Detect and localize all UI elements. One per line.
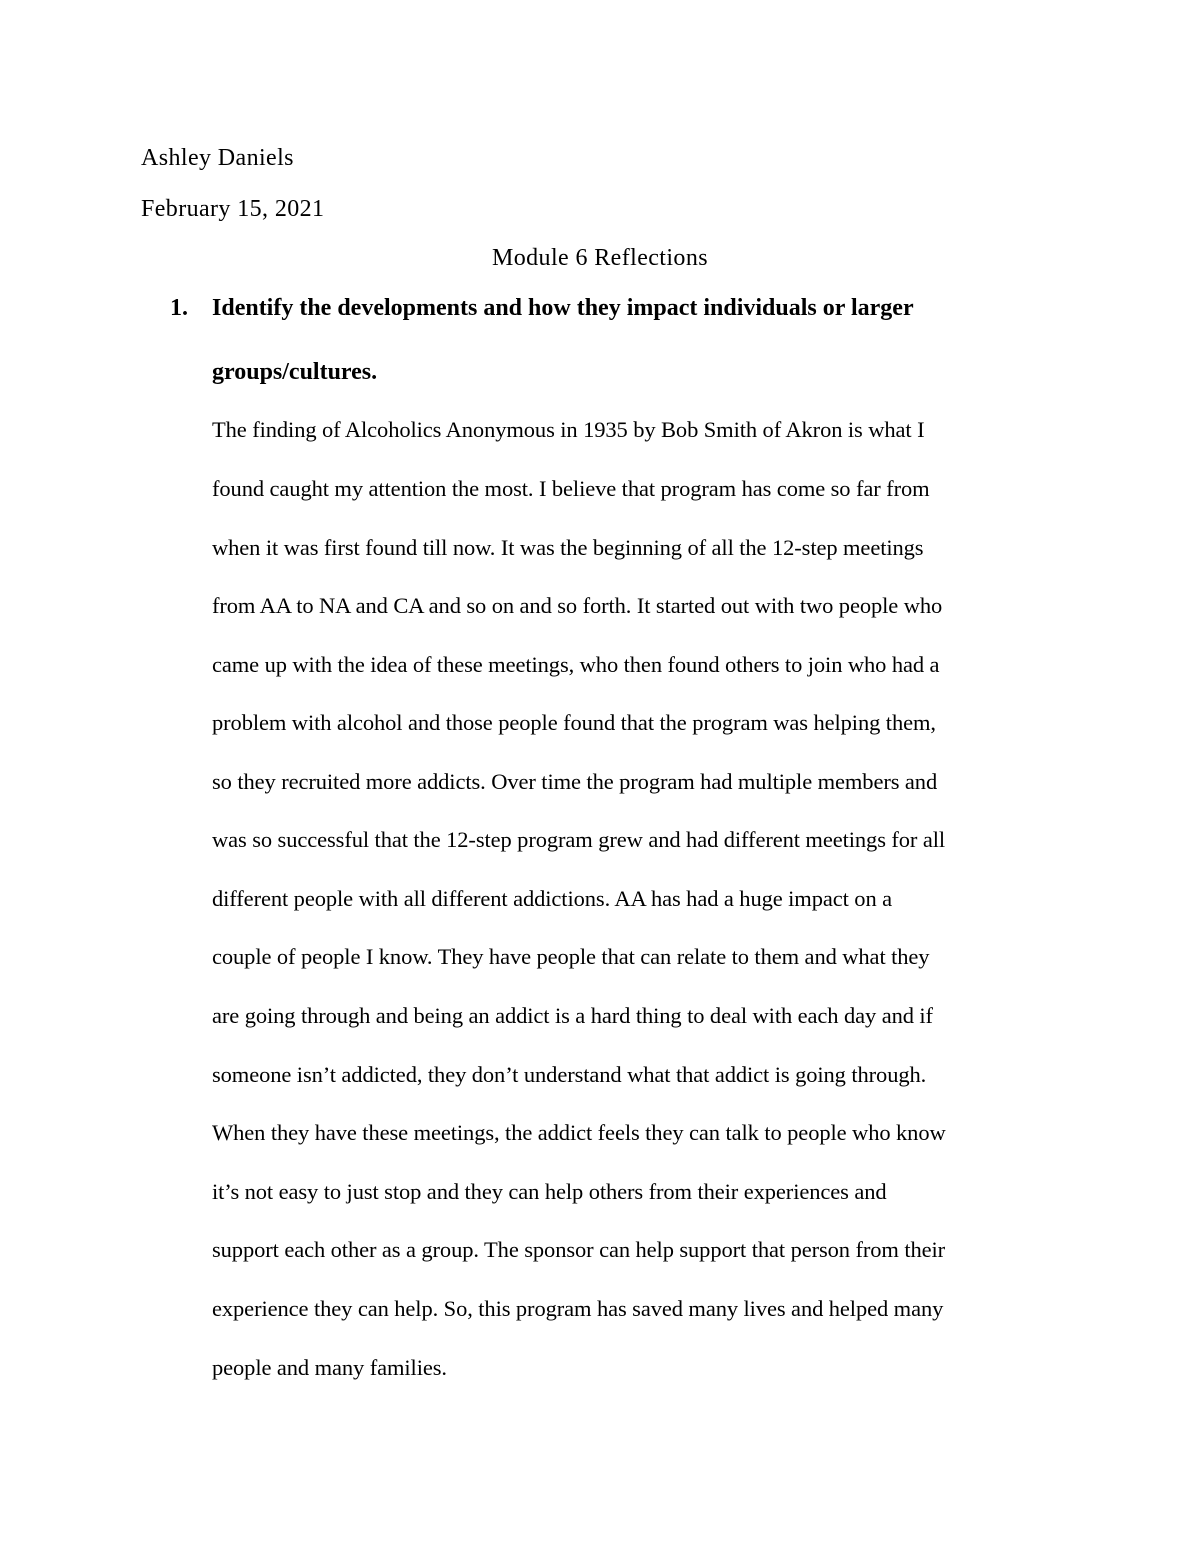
answer-line: people and many families. [212,1355,447,1380]
answer-line: are going through and being an addict is a hard thing to deal with each day and if [212,1003,933,1028]
author-name: Ashley Daniels [141,145,294,171]
answer-line: couple of people I know. They have people that can relate to them and what they [212,944,930,969]
answer-line: different people with all different addictions. AA has had a huge impact on a [212,886,893,911]
answer-line: The finding of Alcoholics Anonymous in 1935 by Bob Smith of Akron is what I [212,417,925,442]
question-line: groups/cultures. [212,359,378,385]
answer-line: so they recruited more addicts. Over time the program had multiple members and [212,769,938,794]
answer-line: came up with the idea of these meetings, who then found others to join who had a [212,652,940,677]
answer-line: was so successful that the 12-step program grew and had different meetings for all [212,827,946,852]
date-line: February 15, 2021 [141,196,325,222]
answer-line: it’s not easy to just stop and they can help others from their experiences and [212,1179,887,1204]
question-number: 1. [170,295,188,321]
document-title: Module 6 Reflections [492,245,708,271]
answer-line: someone isn’t addicted, they don’t understand what that addict is going through. [212,1062,927,1087]
answer-line: experience they can help. So, this program has saved many lives and helped many [212,1296,944,1321]
answer-line: support each other as a group. The sponsor can help support that person from their [212,1237,946,1262]
answer-line: found caught my attention the most. I believe that program has come so far from [212,476,930,501]
question-line: Identify the developments and how they impact individuals or larger [212,295,914,321]
answer-line: when it was first found till now. It was the beginning of all the 12-step meetings [212,535,924,560]
answer-line: When they have these meetings, the addict feels they can talk to people who know [212,1120,946,1145]
answer-line: problem with alcohol and those people found that the program was helping them, [212,710,936,735]
answer-line: from AA to NA and CA and so on and so forth. It started out with two people who [212,593,943,618]
